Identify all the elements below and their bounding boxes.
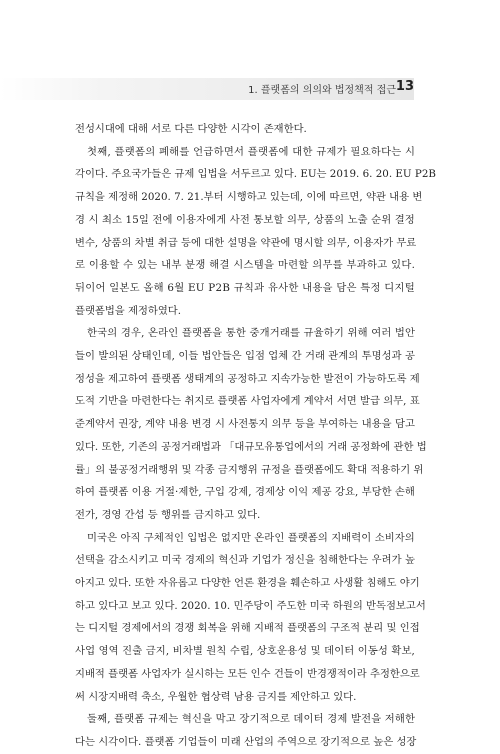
text-line: 는 디 지 털 경 제 에 서 의 경 쟁 회 복 을 위 해 지 배 적 플 랫 폼 의 구 조 적 분 리 및 인 접 [75,622,420,635]
text-line: 도 적 기 반 을 마 련 한 다 는 취 지 로 플 랫 폼 사 업 자 에 게 계 약 서 서 면 발 급 의 무 , 표 [75,395,420,408]
chapter-title: 1. 플랫폼의 의의와 법정책적 접근 [248,85,396,96]
text-line: 준 계 약 서 권 장 , 계 약 내 용 변 경 시 사 전 통 지 의 무 등 을 부 여 하 는 내 용 을 담 고 [75,418,415,431]
text-line: 지 배 적 플 랫 폼 사 업 자 가 실 시 하 는 모 든 인 수 건 들 이 반 경 쟁 적 이 라 추 정 한 으 로 [75,667,420,680]
text-line: 아 지 고 있 다 . 또 한 자 유 롭 고 다 양 한 언 론 환 경 을 훼 손 하 고 사 생 활 침 해 도 야 기 [75,577,420,590]
text-line: 둘 째 , 플 랫 폼 규 제 는 혁 신 을 막 고 장 기 적 으 로 데 이 터 경 제 발 전 을 저 해 한 [87,713,415,726]
text-line: 정 성 을 제 고 하 여 플 랫 폼 생 태 계 의 공 정 하 고 지 속 가 능 한 발 전 이 가 능 하 도 록 제 [75,372,420,385]
text-line: 뒤 이 어 일 본 도 올 해 6 월 E U P 2 B 규 칙 과 유 사 한 내 용 을 담 은 특 정 디 지 털 [75,281,415,294]
page-number: 13 [395,79,414,94]
text-line: 다 는 시 각 이 다 . 플 랫 폼 기 업 들 이 미 래 산 업 의 주 역 으 로 장 기 적 으 로 높 은 성 장 [75,735,417,748]
text-line: 써 시장지배력 축소, 우월한 협상력 남용 금지를 제안하고 있다. [75,690,357,703]
text-line: 플랫폼법을 제정하였다. [75,304,182,317]
text-line: 있 다 . 또 한 , 기 존 의 공 정 거 래 법 과 「 대 규 모 유 통 업 에 서 의 거 래 공 정 화 에 관 한 법 [75,440,427,453]
text-line: 하 고 있 다 고 보 고 있 다 . 2 0 2 0 . 1 0 . 민 주 당 이 주 도 한 미 국 하 원 의 반 독 점 보 고 서 [75,599,426,612]
text-line: 률 」 의 불 공 정 거 래 행 위 및 각 종 금 지 행 위 규 정 을 플 랫 폼 에 도 확 대 적 용 하 기 위 [75,463,424,476]
text-line: 하 여 플 랫 폼 이 용 거 절 · 제 한 , 구 입 강 제 , 경 제 상 이 익 제 공 강 요 , 부 당 한 손 해 [75,486,415,499]
text-line: 미 국 은 아 직 구 체 적 인 입 법 은 없 지 만 온 라 인 플 랫 폼 의 지 배 력 이 소 비 자 의 [87,531,415,544]
text-line: 변 수 , 상 품 의 차 별 취 급 등 에 대 한 설 명 을 약 관 에 명 시 할 의 무 , 이 용 자 가 무 료 [75,236,417,249]
text-line: 들 이 발 의 된 상 태 인 데 , 이 들 법 안 들 은 입 점 업 체 간 거 래 관 계 의 투 명 성 과 공 [75,350,415,363]
running-header [0,78,500,100]
text-line: 첫 째 , 플 랫 폼 의 폐 해 를 언 급 하 면 서 플 랫 폼 에 대 한 규 제 가 필 요 하 다 는 시 [87,145,415,158]
text-line: 전가, 경영 간섭 등 행위를 금지하고 있다. [75,508,261,521]
text-line: 규 칙 을 제 정 해 2 0 2 0 . 7 . 2 1 . 부 터 시 행 하 고 있 는 데 , 이 에 따 르 면 , 약 관 내 용 변 [75,191,423,204]
text-line: 선 택 을 감 소 시 키 고 미 국 경 제 의 혁 신 과 기 업 가 정 신 을 침 해 한 다 는 우 려 가 높 [75,554,415,567]
text-line: 경 시 최 소 1 5 일 전 에 이 용 자 에 게 사 전 통 보 할 의 무 , 상 품 의 노 출 순 위 결 정 [75,213,415,226]
text-line: 한 국 의 경 우 , 온 라 인 플 랫 폼 을 통 한 중 개 거 래 를 규 율 하 기 위 해 여 러 법 안 [87,327,415,340]
text-line: 각 이 다 . 주 요 국 가 들 은 규 제 입 법 을 서 두 르 고 있 다 . E U 는 2 0 1 9 . 6 . 2 0 . E U P 2 B [75,168,436,181]
text-line: 로 이 용 할 수 있 는 내 부 분 쟁 해 결 시 스 템 을 마 련 할 의 무 를 부 과 하 고 있 다 . [75,259,415,272]
text-line: 전성시대에 대해 서로 다른 다양한 시각이 존재한다. [75,123,307,135]
text-line: 사 업 영 역 진 출 금 지 , 비 차 별 원 칙 수 립 , 상 호 운 용 성 및 데 이 터 이 동 성 확 보 , [75,645,415,658]
body-text [75,118,436,754]
